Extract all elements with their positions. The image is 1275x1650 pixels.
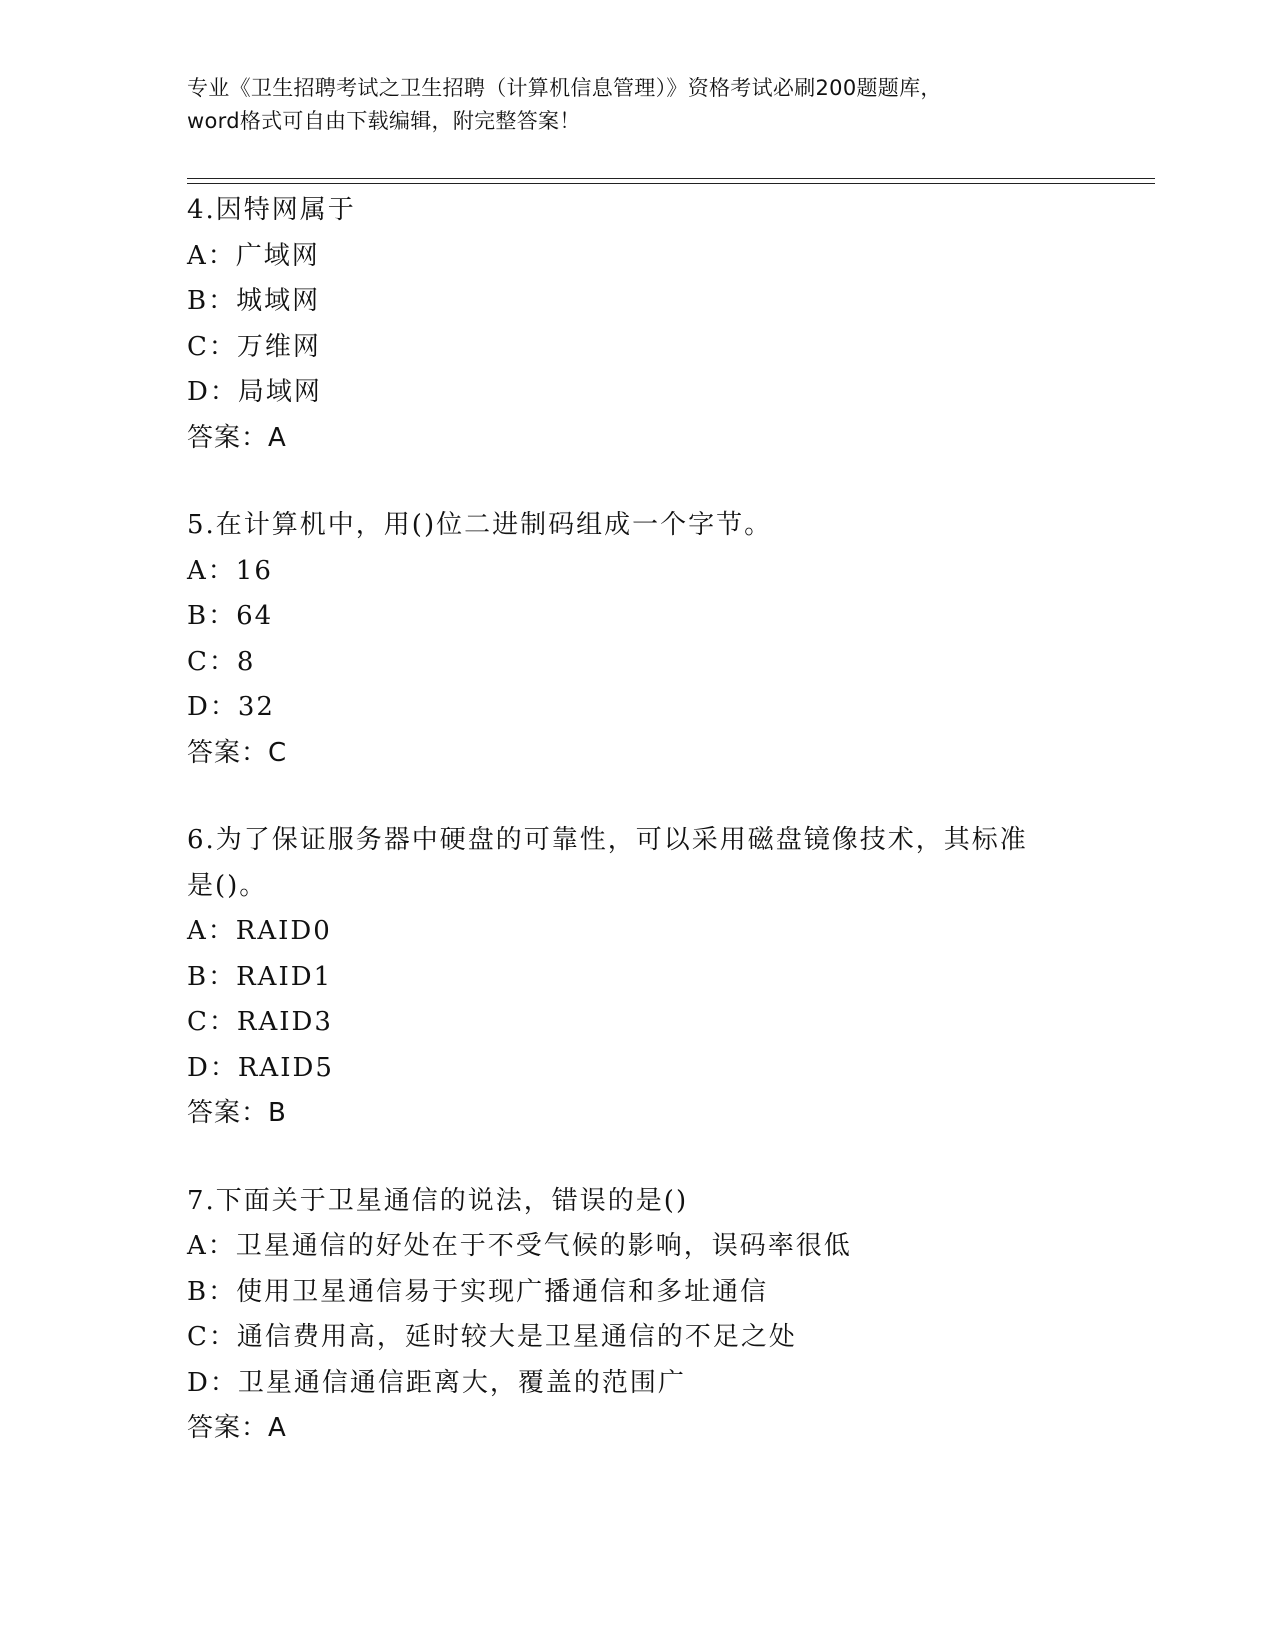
question-block bbox=[187, 818, 1155, 1137]
option-text: RAID0 bbox=[235, 916, 332, 946]
answer-line: 答案：A bbox=[187, 1413, 287, 1443]
option-text: 万维网 bbox=[236, 331, 321, 362]
option-c bbox=[187, 325, 1155, 371]
option-b bbox=[187, 955, 1155, 1001]
option-a bbox=[187, 234, 1155, 280]
document-header bbox=[187, 72, 1087, 138]
option-key: B： bbox=[187, 286, 237, 316]
question-stem: 6.为了保证服务器中硬盘的可靠性，可以采用磁盘镜像技术，其标准 bbox=[187, 825, 1028, 855]
option-key: A： bbox=[187, 555, 236, 586]
option-d bbox=[187, 685, 1155, 731]
option-text: 卫星通信的好处在于不受气候的影响，误码率很低 bbox=[235, 1231, 852, 1261]
option-c bbox=[187, 1315, 1155, 1361]
header-divider-bottom bbox=[187, 183, 1155, 184]
option-text: 8 bbox=[236, 646, 256, 677]
option-key: A： bbox=[187, 240, 236, 271]
option-d bbox=[187, 1361, 1155, 1407]
option-key: C： bbox=[187, 331, 237, 362]
option-b bbox=[187, 1270, 1155, 1316]
question-block bbox=[187, 188, 1155, 461]
question-stem: 5.在计算机中，用()位二进制码组成一个字节。 bbox=[187, 510, 773, 540]
question-block bbox=[187, 1179, 1155, 1452]
question-list bbox=[187, 188, 1155, 1494]
option-key: C： bbox=[187, 1007, 237, 1037]
option-key: C： bbox=[187, 646, 237, 677]
header-line-2: word格式可自由下载编辑，附完整答案！ bbox=[187, 109, 581, 133]
option-c bbox=[187, 640, 1155, 686]
question-stem-continued: 是()。 bbox=[187, 870, 268, 901]
option-text: RAID5 bbox=[237, 1052, 334, 1083]
header-divider-top bbox=[187, 178, 1155, 179]
option-key: D： bbox=[187, 377, 238, 407]
answer-line: 答案：A bbox=[187, 422, 287, 453]
option-key: B： bbox=[187, 601, 237, 631]
option-a bbox=[187, 1224, 1155, 1270]
answer-line: 答案：C bbox=[187, 737, 288, 768]
option-d bbox=[187, 370, 1155, 416]
option-a bbox=[187, 549, 1155, 595]
option-text: 城域网 bbox=[236, 286, 321, 316]
question-block bbox=[187, 503, 1155, 776]
option-key: A： bbox=[187, 1231, 236, 1261]
option-d bbox=[187, 1046, 1155, 1092]
option-text: 64 bbox=[236, 601, 274, 631]
option-text: 32 bbox=[237, 692, 275, 722]
option-a bbox=[187, 909, 1155, 955]
option-text: RAID1 bbox=[236, 961, 333, 992]
option-key: D： bbox=[187, 1367, 238, 1398]
option-text: 卫星通信通信距离大，覆盖的范围广 bbox=[237, 1367, 686, 1398]
option-key: B： bbox=[187, 1276, 237, 1307]
option-text: 通信费用高，延时较大是卫星通信的不足之处 bbox=[236, 1322, 797, 1352]
option-key: B： bbox=[187, 961, 237, 992]
question-stem: 7.下面关于卫星通信的说法，错误的是() bbox=[187, 1185, 689, 1216]
option-key: C： bbox=[187, 1322, 237, 1352]
option-text: 16 bbox=[235, 555, 273, 586]
option-b bbox=[187, 594, 1155, 640]
option-key: D： bbox=[187, 692, 238, 722]
header-line-1: 专业《卫生招聘考试之卫生招聘（计算机信息管理）》资格考试必刷200题题库， bbox=[187, 76, 942, 100]
option-key: A： bbox=[187, 916, 236, 946]
option-b bbox=[187, 279, 1155, 325]
option-text: 使用卫星通信易于实现广播通信和多址通信 bbox=[236, 1276, 769, 1307]
option-text: 广域网 bbox=[235, 240, 320, 271]
question-stem: 4.因特网属于 bbox=[187, 195, 356, 225]
answer-line: 答案：B bbox=[187, 1098, 287, 1128]
option-text: RAID3 bbox=[236, 1007, 333, 1037]
option-text: 局域网 bbox=[237, 377, 322, 407]
option-key: D： bbox=[187, 1052, 238, 1083]
option-c bbox=[187, 1000, 1155, 1046]
